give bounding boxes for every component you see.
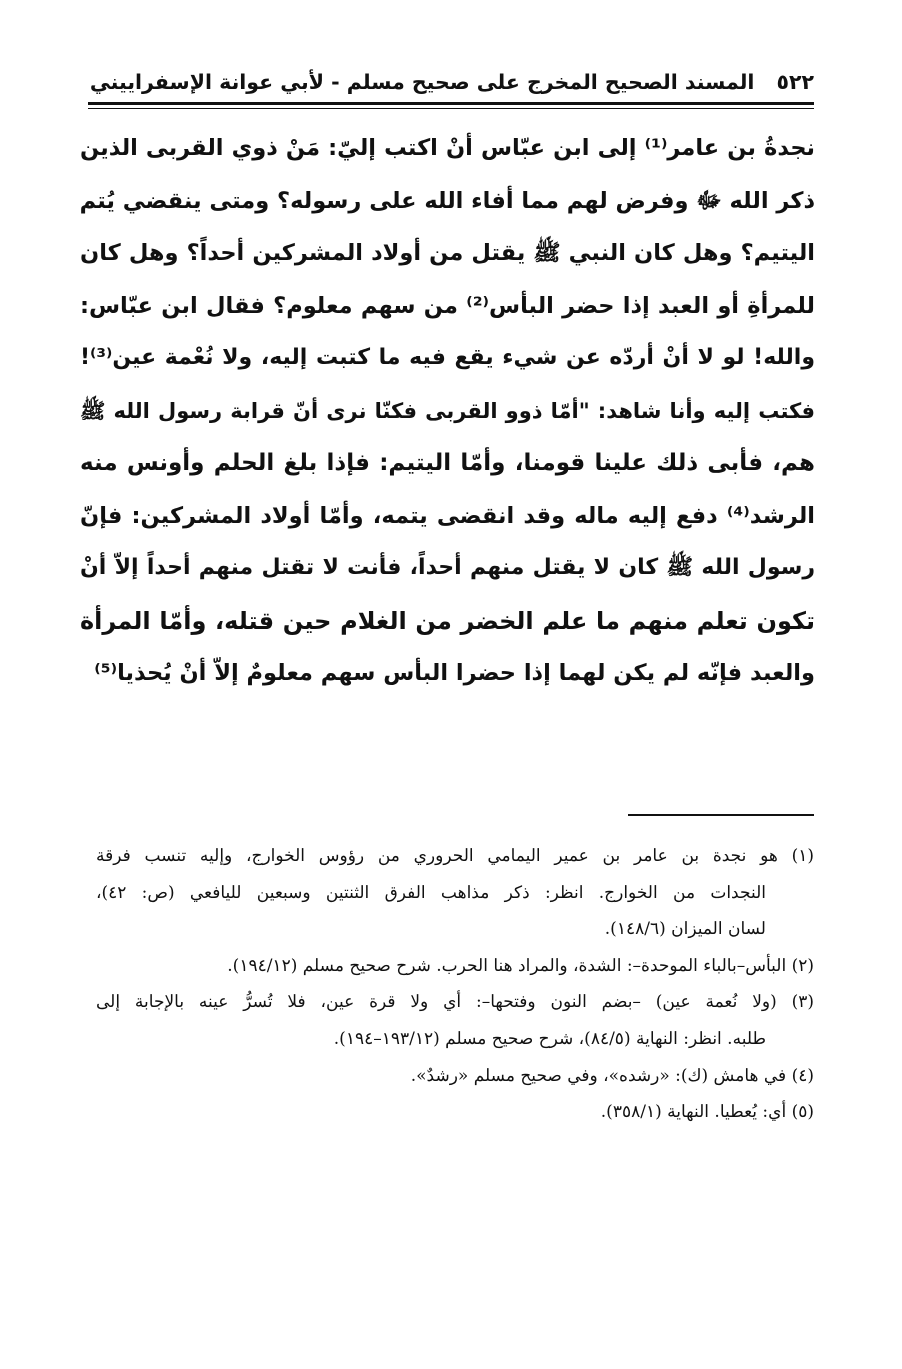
page-number: ٥٢٢ xyxy=(776,70,814,94)
footnote-line: طلبه. انظر: النهاية (٨٤/٥)، شرح صحيح مسلم (١٩٣/١٢–١٩٤). xyxy=(333,1028,766,1049)
text-line: نجدةُ بن عامر⁽¹⁾ إلى ابن عبّاس أنْ اكتب إليّ: مَنْ ذوي القربى الذين xyxy=(80,135,815,161)
text-line: الرشد⁽⁴⁾ دفع إليه ماله وقد انقضى يتمه، وأمّا أولاد المشركين: فإنّ xyxy=(80,502,815,529)
footnote-line: (٣) (ولا نُعمة عين) –بضم النون وفتحها–: أي ولا قرة عين، فلا تُسرُّ عينه بالإجابة إلى xyxy=(96,992,814,1013)
header-rule-thick xyxy=(88,102,814,105)
header-rule-thin xyxy=(88,108,814,109)
text-line: والعبد فإنّه لم يكن لهما إذا حضرا البأس سهم معلومٌ إلاّ أنْ يُحذيا⁽⁵⁾ xyxy=(94,660,815,686)
text-line: هم، فأبى ذلك علينا قومنا، وأمّا اليتيم: فإذا بلغ الحلم وأونس منه xyxy=(80,450,815,476)
footnote-line: لسان الميزان (١٤٨/٦). xyxy=(604,919,766,940)
text-line: اليتيم؟ وهل كان النبي ﷺ يقتل من أولاد المشركين أحداً؟ وهل كان xyxy=(80,240,815,266)
text-line: رسول الله ﷺ كان لا يقتل منهم أحداً، فأنت لا تقتل منهم أحداً إلاّ أنْ xyxy=(80,555,815,580)
running-title: المسند الصحيح المخرج على صحيح مسلم - لأبي عوانة الإسفراييني xyxy=(89,70,755,94)
footnote-line: (١) هو نجدة بن عامر بن عمير اليمامي الحروري من رؤوس الخوارج، وإليه تنسب فرقة xyxy=(96,846,814,866)
text-line: والله! لو لا أنْ أردّه عن شيء يقع فيه ما كتبت إليه، ولا نُعْمة عين⁽³⁾! xyxy=(80,345,815,370)
footnote-separator xyxy=(628,814,814,816)
page-header xyxy=(88,64,814,100)
page-bottom-margin xyxy=(0,1200,902,1369)
text-line: ذكر الله ﷻ وفرض لهم مما أفاء الله على رسوله؟ ومتى ينقضي يُتم xyxy=(80,187,815,214)
text-line: تكون تعلم منهم ما علم الخضر من الغلام حين قتله، وأمّا المرأة xyxy=(80,606,815,635)
main-text xyxy=(80,122,815,700)
footnote-line: (٤) في هامش (ك): «رشده»، وفي صحيح مسلم «رشدٌ». xyxy=(410,1065,814,1086)
text-line: للمرأةِ أو العبد إذا حضر البأس⁽²⁾ من سهم معلوم؟ فقال ابن عبّاس: xyxy=(80,292,815,319)
text-line: فكتب إليه وأنا شاهد: "أمّا ذوو القربى فكنّا نرى أنّ قرابة رسول الله ﷺ xyxy=(80,398,815,423)
footnote-line: (٢) البأس–بالباء الموحدة–: الشدة، والمراد هنا الحرب. شرح صحيح مسلم (١٩٤/١٢). xyxy=(227,955,814,976)
footnote-line: (٥) أي: يُعطيا. النهاية (٣٥٨/١). xyxy=(600,1102,814,1123)
footnotes xyxy=(96,838,814,1131)
footnote-line: النجدات من الخوارج. انظر: ذكر مذاهب الفرق الثنتين وسبعين لليافعي (ص: ٤٢)، xyxy=(96,882,766,903)
